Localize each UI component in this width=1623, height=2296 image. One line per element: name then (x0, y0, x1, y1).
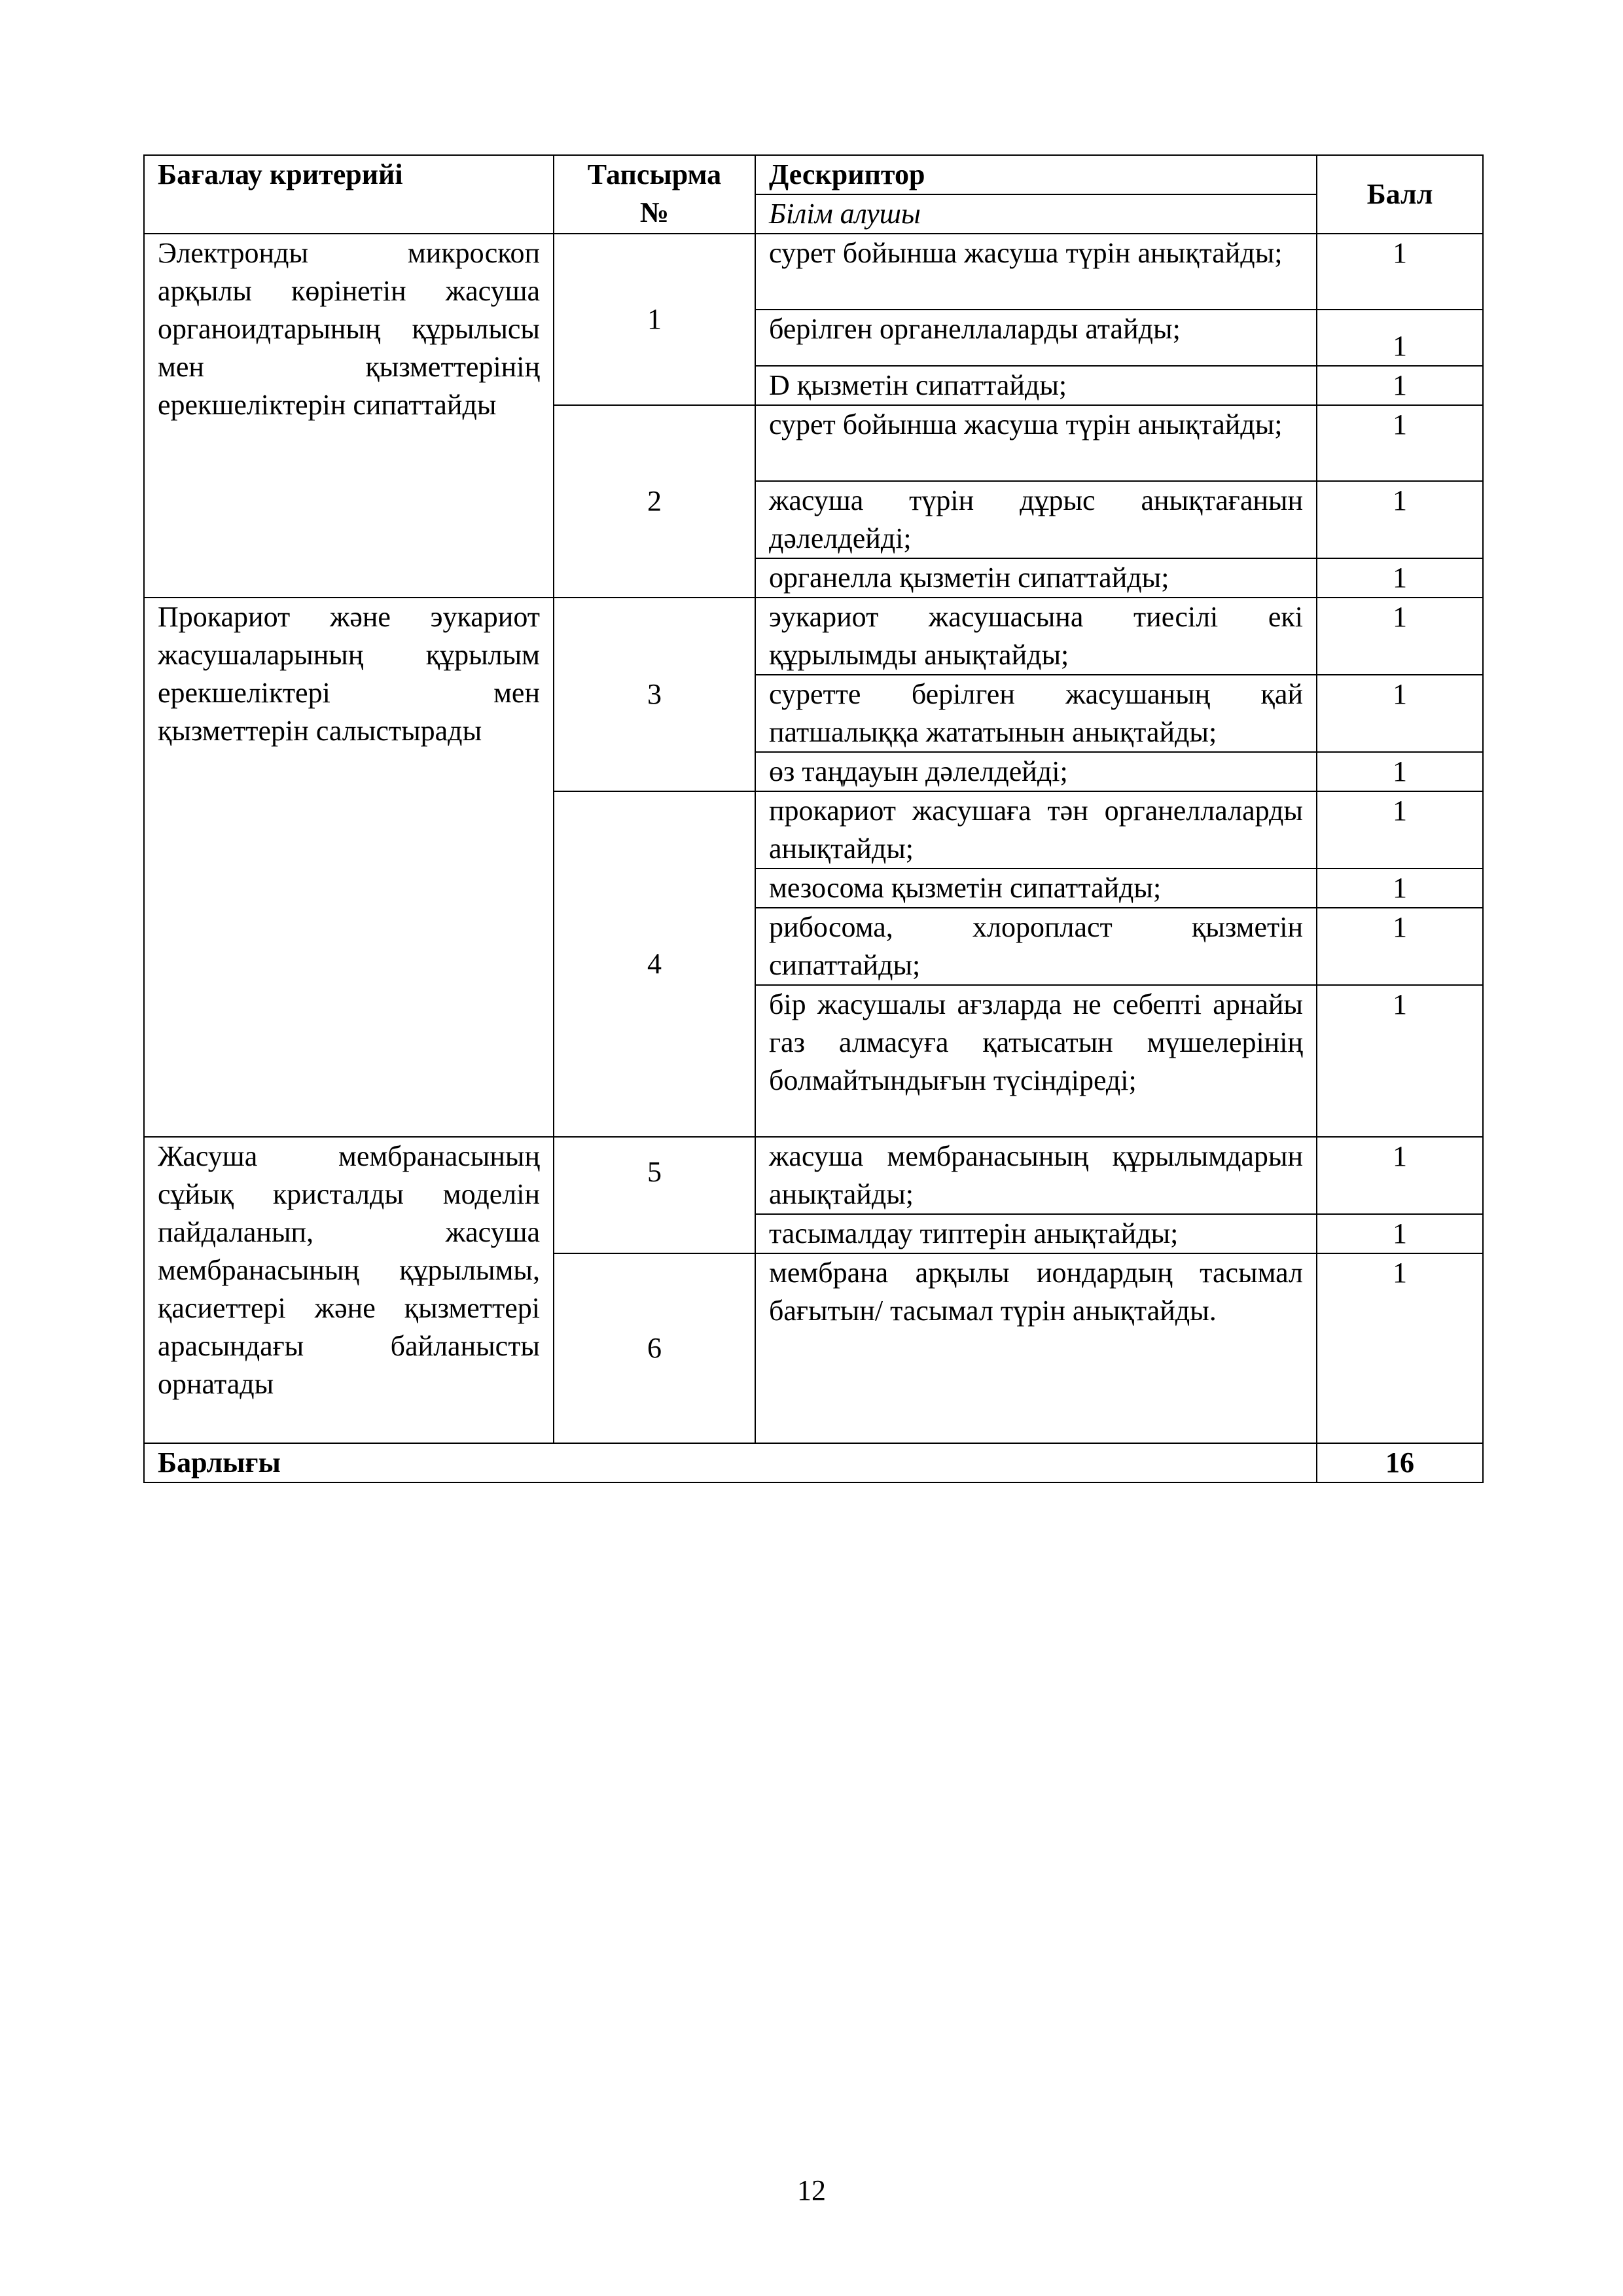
descriptor-cell: рибосома, хлоропласт қызметін сипаттайды; (755, 908, 1317, 985)
descriptor-cell: D қызметін сипаттайды; (755, 366, 1317, 405)
descriptor-cell: сурет бойынша жасуша түрін анықтайды; (755, 405, 1317, 481)
task-number: 4 (554, 791, 755, 1137)
points-cell: 1 (1317, 1253, 1483, 1443)
descriptor-cell: мезосома қызметін сипаттайды; (755, 869, 1317, 908)
total-label: Барлығы (144, 1443, 1317, 1482)
header-row (144, 155, 1483, 194)
task-number: 1 (554, 234, 755, 405)
descriptor-cell: мембрана арқылы иондардың тасымал бағытын/ тасымал түрін анықтайды. (755, 1253, 1317, 1443)
table-row (144, 234, 1483, 310)
descriptor-cell: өз таңдауын дәлелдейді; (755, 752, 1317, 791)
points-cell: 1 (1317, 234, 1483, 310)
points-cell: 1 (1317, 985, 1483, 1137)
points-cell: 1 (1317, 675, 1483, 752)
points-cell: 1 (1317, 869, 1483, 908)
header-task (554, 155, 755, 234)
points-cell: 1 (1317, 1214, 1483, 1253)
descriptor-cell: суретте берілген жасушаның қай патшалыққа жататынын анықтайды; (755, 675, 1317, 752)
points-cell: 1 (1317, 405, 1483, 481)
assessment-rubric-table (143, 154, 1484, 1483)
descriptor-cell: органелла қызметін сипаттайды; (755, 558, 1317, 598)
header-descriptor: Дескриптор (755, 155, 1317, 194)
task-number: 2 (554, 405, 755, 598)
task-number: 6 (554, 1253, 755, 1443)
descriptor-cell: сурет бойынша жасуша түрін анықтайды; (755, 234, 1317, 310)
points-cell: 1 (1317, 481, 1483, 558)
criterion-cell: Электронды микроскоп арқылы көрінетін жасуша органоидтарының құрылысы мен қызметтерінің ерекшеліктерін сипаттайды (144, 234, 554, 598)
descriptor-cell: берілген органеллаларды атайды; (755, 310, 1317, 366)
criterion-cell: Жасуша мембранасының сұйық кристалды моделін пайдаланып, жасуша мембранасының құрылымы, қасиеттері және қызметтері арасындағы байланысты орнатады (144, 1137, 554, 1443)
descriptor-cell: жасуша түрін дұрыс анықтағанын дәлелдейді; (755, 481, 1317, 558)
points-cell: 1 (1317, 598, 1483, 675)
points-cell: 1 (1317, 310, 1483, 366)
total-value: 16 (1317, 1443, 1483, 1482)
points-cell: 1 (1317, 791, 1483, 869)
descriptor-cell: бір жасушалы ағзларда не себепті арнайы газ алмасуға қатысатын мүшелерінің болмайтындығын түсіндіреді; (755, 985, 1317, 1137)
points-cell: 1 (1317, 558, 1483, 598)
points-cell: 1 (1317, 1137, 1483, 1214)
header-points: Балл (1317, 155, 1483, 234)
table-row (144, 1137, 1483, 1214)
page-number: 12 (797, 2174, 826, 2206)
header-task-label: Тапсырма (587, 158, 722, 190)
descriptor-cell: тасымалдау типтерін анықтайды; (755, 1214, 1317, 1253)
task-number: 3 (554, 598, 755, 791)
task-number: 5 (554, 1137, 755, 1253)
criterion-cell: Прокариот және эукариот жасушаларының құрылым ерекшеліктері мен қызметтерін салыстырады (144, 598, 554, 1137)
header-criterion: Бағалау критерийі (144, 155, 554, 234)
header-descriptor-sub: Білім алушы (755, 194, 1317, 234)
header-task-number-sign: № (639, 196, 669, 228)
points-cell: 1 (1317, 908, 1483, 985)
descriptor-cell: жасуша мембранасының құрылымдарын анықтайды; (755, 1137, 1317, 1214)
points-cell: 1 (1317, 752, 1483, 791)
table-row (144, 598, 1483, 675)
total-row (144, 1443, 1483, 1482)
points-cell: 1 (1317, 366, 1483, 405)
descriptor-cell: прокариот жасушаға тән органеллаларды анықтайды; (755, 791, 1317, 869)
descriptor-cell: эукариот жасушасына тиесілі екі құрылымды анықтайды; (755, 598, 1317, 675)
